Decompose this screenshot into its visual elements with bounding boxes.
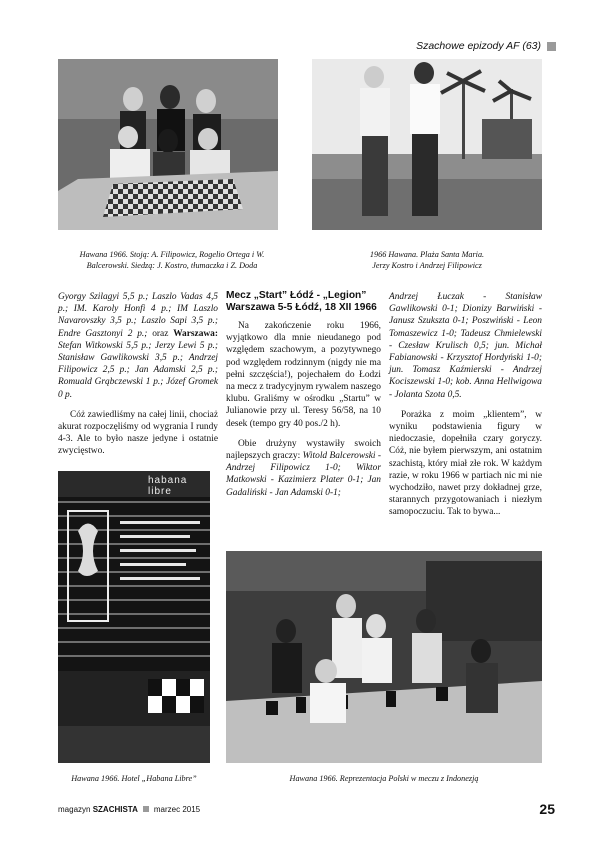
page-footer <box>58 802 555 816</box>
caption-beach-line-2: Jerzy Kostro i Andrzej Filipowicz <box>372 260 482 270</box>
running-title: Szachowe epizody AF (63) <box>416 40 541 52</box>
footer-magazine: magazyn SZACHISTA <box>58 804 138 814</box>
paragraph-conclusion: Cóż zawiedliśmy na całej linii, chociaż akurat rozpoczęliśmy od wygrania I rundy 4-3. Ale to było nasze jedyne i ostatnie zwycięstwo. <box>58 409 218 457</box>
footer-square-icon <box>143 806 149 812</box>
caption-hotel-photo: Hawana 1966. Hotel „Habana Libre” <box>71 774 197 783</box>
results-paragraph: Gyorgy Szilagyi 5,5 p.; Laszlo Vadas 4,5 p.; IM. Karoly Honfi 4 p.; IM Laszlo Navarovszky 3,5 p.; Laszlo Sapi 3,5 p.; Endre Gasztonyi 2 p.; oraz Warszawa: Stefan Witkowski 5,5 p.; Jerzy Lewi 5 p.; Stanisław Gawlikowski 3,5 p.; Andrzej Filipowicz 2,5 p.; Jan Adamski 2,5 p.; Romuald Grąbczewski 1 p.; Józef Gromek 0 p. <box>58 292 218 400</box>
caption-match-photo: Hawana 1966. Reprezentacja Polski w meczu z Indonezją <box>289 774 479 783</box>
caption-beach-photo <box>312 250 542 271</box>
photo-match-indonesia <box>226 551 542 763</box>
article-column-2 <box>226 290 381 503</box>
paragraph-lineups: Obie drużyny wystawiły swoich najlepszych graczy: Witold Balcerowski - Andrzej Filipowicz 1-0; Wiktor Matkowski - Kazimierz Plater 0-1; Jan Gadaliński - Jan Adamski 0-1; <box>226 438 381 498</box>
paragraph-pairings: Andrzej Łuczak - Stanisław Gawlikowski 0-1; Dionizy Barwiński - Janusz Szukszta 0-1; Poszwiński - Leon Tomaszewicz 1-0; Tadeusz Chmielewski - Czesław Krulisch 0,5; jun. Michał Fabianowski - Krzysztof Hordyński 1-0; jun. Tomasz Kaźmierski - Andrzej Kociszewski 1-0; kob. Anna Hellwigowa - Jolanta Szota 0,5. <box>389 292 542 400</box>
paragraph-match-intro: Na zakończenie roku 1966, wyjątkowo dla mnie nieudanego pod względem szachowym, a pozytywnego pod względem rodzinnym (nigdy nie ma pełni szczęścia!), pojechałem do Łodzi na mecz z tradycyjnym rywalem naszego klubu. Graliśmy w ośrodku „Startu” w Julianowie przy ul. Teresy 56/58, na 10 desek (tempo gry 40 pos./2 h). <box>226 321 381 429</box>
photo-group-at-table <box>58 59 278 230</box>
hotel-sign: habana libre <box>148 475 188 497</box>
running-header <box>416 40 556 52</box>
paragraph-defeat: Porażka z moim „klientem”, w wyniku podstawienia figury w niedoczasie, dopełniła czary goryczy. Cóż, nie byłem pierwszym, ani ostatnim szachistą, który miał złe rok. W każdym razie, w roku 1966 w partiach nic mi nie wychodziło, nawet przy dokładnej grze, starannych przygotowaniach i niezłym samopoczuciu. Tak to bywa... <box>389 409 542 518</box>
caption-beach-line-1: 1966 Hawana. Plaża Santa Maria. <box>369 250 485 259</box>
page-number: 25 <box>539 801 555 817</box>
photo-hotel-habana-libre <box>58 471 210 763</box>
header-square-icon <box>547 42 556 51</box>
footer-issue: marzec 2015 <box>153 804 201 814</box>
photo-beach-santa-maria <box>312 59 542 230</box>
article-column-1 <box>58 291 218 462</box>
article-column-3 <box>389 291 542 523</box>
match-heading: Mecz „Start” Łódź - „Legion” Warszawa 5-5 Łódź, 18 XII 1966 <box>226 290 377 313</box>
caption-group-photo: Hawana 1966. Stoją: A. Filipowicz, Rogelio Ortega i W. Balcerowski. Siedzą: J. Kostro, tłumaczka i Z. Doda <box>79 250 265 270</box>
